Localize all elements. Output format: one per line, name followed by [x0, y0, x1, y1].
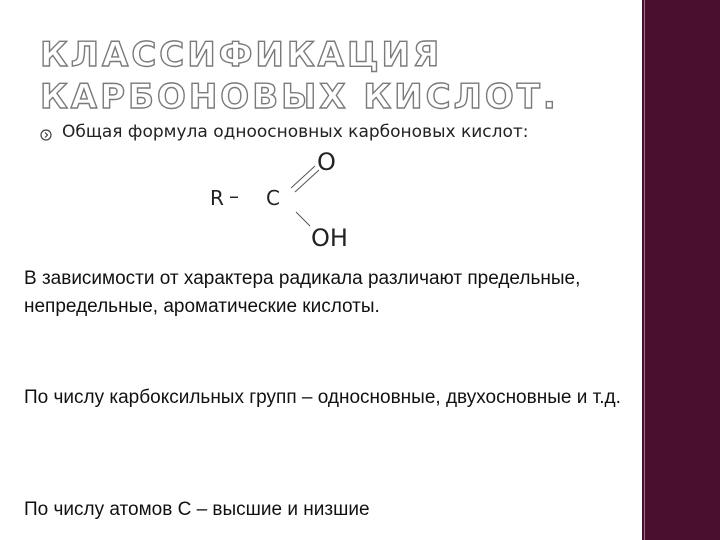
formula-oh: OH [311, 224, 348, 252]
accent-stripe [644, 0, 645, 540]
paragraph-radical: В зависимости от характера радикала различают предельные, непредельные, ароматические кислоты. [24, 268, 581, 317]
formula-bonds [0, 0, 640, 260]
formula-c: C [266, 186, 280, 210]
formula-dash: – [229, 184, 239, 208]
paragraph-carboxyl-groups: По числу карбоксильных групп – односновные, двухосновные и т.д. [24, 387, 621, 408]
paragraph-carbon-atoms: По числу атомов С – высшие и низшие [24, 499, 370, 520]
formula-r: R [210, 186, 224, 210]
formula-o: O [317, 148, 336, 176]
right-accent-bar [642, 0, 720, 540]
slide-title: КЛАССИФИКАЦИЯ КАРБОНОВЫХ КИСЛОТ. [40, 35, 559, 117]
carboxylic-acid-formula [0, 0, 640, 260]
bullet-text: Общая формула одноосновных карбоновых кислот: [62, 122, 529, 142]
single-bond-line [296, 212, 310, 226]
